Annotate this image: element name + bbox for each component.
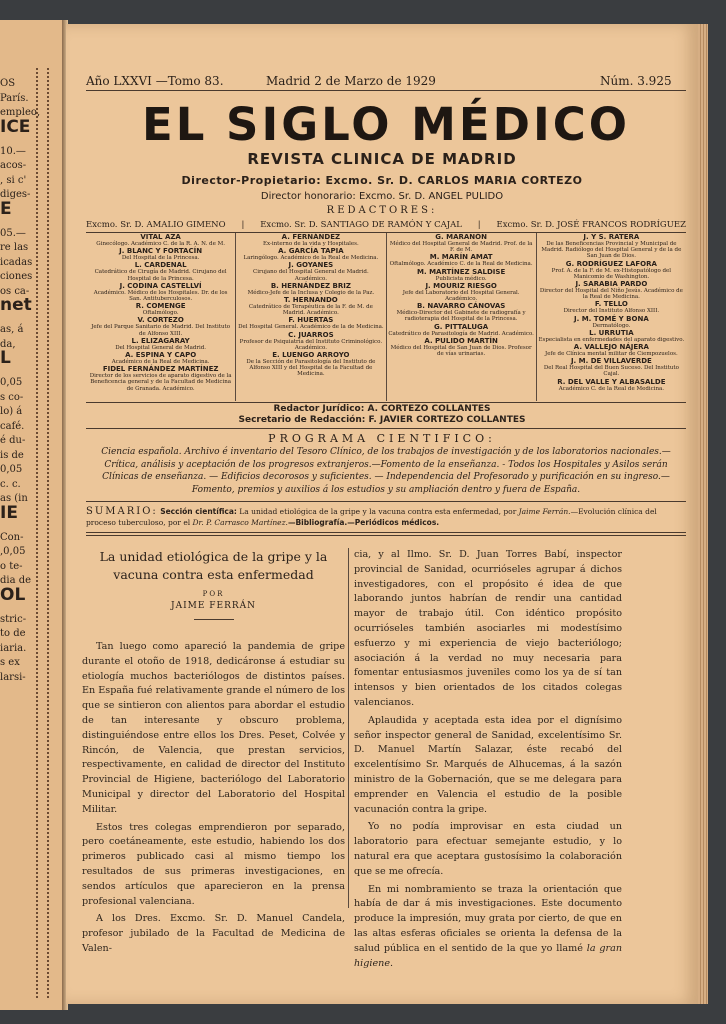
editor-description: Del Hospital de la Princesa.: [121, 255, 200, 262]
editor-description: Médico-Director del Gabinete de radiografía y radioterapia del Hospital de la Princesa.: [396, 310, 526, 323]
editor-name: J. M. TOMÉ Y BONA: [574, 314, 649, 323]
editors-column: [387, 233, 537, 401]
left-fragment-text: s ex: [0, 657, 20, 668]
ornamental-border: [36, 68, 49, 998]
left-fragment-text: as (in: [0, 493, 28, 504]
editor-name: R. COMENGE: [135, 302, 186, 311]
editor-name: J. GOYANES: [288, 261, 334, 270]
title-divider: [194, 619, 234, 620]
left-fragment-text: 05.—: [0, 227, 26, 239]
chief-editor: Excmo. Sr. D. JOSÉ FRANCOS RODRÍGUEZ: [496, 220, 686, 230]
article-paragraph: Tan luego como apareció la pandemia de gripe durante el otoño de 1918, dedicáronse á estudiar su etiología muchos bacteriólogos de distintos países. En España fué relativamente grande el número de los que se sintieron con alientos para abordar el estudio de tan interesante y obscuro problema, distinguiéndose entre ellos los Dres. Peset, Colvée y Rincón, de Valencia, que prestan servicios, respectivamente, en calidad de director del Instituto Provincial de Higiene, bacteriólogo del Laboratorio Municipal y director del Laboratorio del Hospital Militar.: [82, 641, 345, 815]
left-fragment-text: larsi-: [0, 671, 26, 683]
director-line: Director-Propietario: Excmo. Sr. D. CARLOS MARIA CORTEZO: [181, 174, 583, 187]
left-fragment-text: 10.—: [0, 145, 26, 157]
editor-name: B. NAVARRO CÁNOVAS: [416, 302, 506, 311]
issue-date: Madrid 2 de Marzo de 1929: [266, 74, 436, 88]
newspaper-page: [66, 24, 698, 1004]
left-fragment-text: acos-: [0, 160, 27, 171]
masthead-title: EL SIGLO MÉDICO: [141, 98, 631, 151]
left-fragment-text: OL: [0, 584, 26, 605]
left-fragment-text: dia de: [0, 575, 32, 586]
editor-name: J. Y S. RATERA: [583, 233, 640, 241]
article-paragraph: A los Dres. Excmo. Sr. D. Manuel Candela, profesor jubilado de la Facultad de Medicina de Valen-: [82, 913, 345, 954]
editor-name: G. PITTALUGA: [434, 322, 489, 331]
editor-name: R. DEL VALLE Y ALBASALDE: [557, 377, 666, 386]
masthead-subtitle: REVISTA CLINICA DE MADRID: [247, 150, 517, 168]
summary-label: SUMARIO:: [86, 506, 158, 517]
editor-description: Catedrático de Terapéutica de la F. de M. de Madrid. Académico.: [248, 304, 373, 317]
article-author: JAIME FERRÁN: [170, 601, 257, 611]
editor-description: De las Beneficencias Provincial y Municipal de Madrid. Radiólogo del Hospital General y de la de San Juan de Dios.: [541, 241, 682, 260]
editor-description: Oftalmólogo.: [142, 310, 179, 317]
left-fragment-text: is de: [0, 449, 24, 461]
issue-number: Núm. 3.925: [600, 74, 672, 88]
editor-description: Dermatólogo.: [592, 322, 631, 329]
summary-rule-top: [86, 501, 686, 502]
editor-description: Jefe del Parque Sanitario de Madrid. Del Instituto de Alfonso XIII.: [91, 324, 231, 337]
program-rule-top: [86, 428, 686, 429]
article-paragraph: cia, y al Ilmo. Sr. D. Juan Torres Babí, inspector provincial de Sanidad, ocurrióseles agrupar á dichos investigadores, con el propósito é idea de que laborando juntos habrían de rendir una cantidad mayor de trabajo útil. Con idéntico propósito ocurrióseles también asociarles mi modestísimo esfuerzo y mi experiencia de viejo bacteriólogo; asociación á la verdad no muy necesaria para fomentar entusiasmos juveniles como los ya de sí tan intensos y bien orientados de los citados colegas valencianos.: [354, 549, 622, 708]
editor-description: Del Hospital General. Académico de la de Medicina.: [238, 324, 384, 331]
honorary-director-line: Director honorario: Excmo. Sr. D. ANGEL PULIDO: [260, 191, 504, 202]
legal-editor: Redactor Jurídico: A. CORTEZO COLLANTES: [273, 404, 491, 414]
left-fragment-text: 0,05: [0, 464, 23, 475]
editors-columns: [86, 233, 686, 401]
editor-description: Ginecólogo. Académico C. de la R. A. N. de M.: [96, 241, 225, 247]
summary-rule-bottom: [86, 532, 686, 533]
editor-description: Catedrático de Cirugía de Madrid. Cirujano del Hospital de la Princesa.: [94, 269, 227, 282]
summary-rule-bottom-2: [86, 535, 686, 536]
editor-name: L. CARDENAL: [134, 261, 187, 270]
left-fragment-text: o te-: [0, 560, 23, 572]
editor-name: M. MARÍN AMAT: [429, 253, 493, 262]
editors-column: [236, 233, 386, 401]
editorial-secretary: Secretario de Redacción: F. JAVIER CORTEZO COLLANTES: [238, 415, 526, 425]
article-paragraph: Yo no podía improvisar en esta ciudad un laboratorio para efectuar semejante estudio, y lo natural era que aceptara gustosísimo la colaboración que se me ofrecía.: [354, 821, 622, 877]
left-fragment-text: E: [0, 198, 12, 219]
editor-description: Ex-interno de la vida y Hospitales.: [263, 241, 359, 247]
editor-description: Profesor de Psiquiatría del Instituto Criminológico. Académico.: [239, 338, 383, 351]
article-by: POR: [202, 590, 225, 598]
left-fragment-text: ciones: [0, 271, 33, 282]
left-fragment-text: re las: [0, 242, 29, 253]
editor-name: FIDEL FERNÁNDEZ MARTÍNEZ: [102, 365, 219, 374]
left-fragment-text: da,: [0, 338, 16, 350]
editor-name: A. ESPINA Y CAPO: [125, 351, 197, 360]
left-page-fragment: [0, 20, 64, 1010]
program-heading: PROGRAMA CIENTIFICO:: [268, 432, 496, 445]
left-fragment-text: net: [0, 295, 32, 315]
editors-column: [86, 233, 236, 401]
editor-name: B. HERNÁNDEZ BRIZ: [270, 281, 351, 290]
editor-name: A. FERNÁNDEZ: [281, 233, 341, 241]
editor-description: Jefe del Laboratorio del Hospital General. Académico.: [402, 289, 520, 303]
left-fragment-text: París.: [0, 92, 29, 104]
editor-name: J. CODINA CASTELLVÍ: [119, 281, 202, 290]
editor-name: G. RODRÍGUEZ LAFORA: [565, 259, 657, 268]
header-rule: [86, 90, 686, 91]
editor-name: E. LUENGO ARROYO: [272, 351, 350, 360]
editor-description: Del Hospital General de Madrid.: [115, 344, 207, 351]
left-fragment-text: café.: [0, 420, 25, 432]
editor-name: T. HERNANDO: [284, 296, 338, 305]
editor-description: Médico-Jefe de la Inclusa y Colegio de la Paz.: [247, 289, 375, 296]
article-column-right: [354, 548, 622, 974]
editor-name: G. MARAÑÓN: [435, 233, 487, 241]
editor-description: Director del Hospital del Niño Jesús. Académico de la Real de Medicina.: [539, 288, 683, 301]
chief-editor: Excmo. Sr. D. SANTIAGO DE RAMÓN Y CAJAL: [260, 220, 462, 230]
editor-name: F. HUERTAS: [288, 316, 334, 325]
left-fragment-text: icadas: [0, 256, 33, 268]
left-fragment-text: s co-: [0, 391, 24, 403]
left-fragment-text: é du-: [0, 435, 26, 446]
left-fragment-text: lo) á: [0, 406, 23, 417]
page-edges: [698, 24, 708, 1004]
editor-description: Cirujano del Hospital General de Madrid. Académico.: [253, 269, 369, 282]
column-separator: [348, 548, 349, 908]
left-fragment-text: os ca-: [0, 285, 30, 297]
chief-editor: Excmo. Sr. D. AMALIO GIMENO: [86, 220, 226, 230]
left-fragment-text: empleo,: [0, 107, 41, 118]
left-fragment-text: IE: [0, 502, 18, 523]
editor-name: M. MARTÍNEZ SALDISE: [417, 267, 506, 276]
editor-description: Laringólogo. Académico de la Real de Medicina.: [243, 255, 379, 262]
chief-editors: Excmo. Sr. D. AMALIO GIMENO | Excmo. Sr. D. SANTIAGO DE RAMÓN Y CAJAL | Excmo. Sr. D. JOSÉ FRANCOS RODRÍGUEZ: [86, 220, 686, 230]
editor-name: J. M. DE VILLAVERDE: [570, 357, 652, 366]
editor-description: Académico C. de la Real de Medicina.: [558, 385, 665, 392]
editor-description: Académico. Médico de los Hospitales. Dr. de los San. Antituberculosos.: [93, 289, 228, 303]
volume-info: Año LXXVI —Tomo 83.: [86, 74, 224, 88]
article-column-left: [82, 548, 345, 960]
editor-description: Director de los servicios de aparato digestivo de la Beneficencia general y de la Facultad de Medicina de Granada. Académico.: [89, 373, 232, 392]
left-fragment-text: diges-: [0, 189, 31, 200]
summary: SUMARIO: Sección científica: La unidad etiológica de la gripe y la vacuna contra esta enfermedad, por Jaime Ferrán.—Evolución clínica del proceso tuberculoso, por el Dr. P. Carrasco Martínez.—Bibliografía.—Periódicos médicos.: [86, 506, 657, 527]
editor-name: L. URRUTIA: [589, 328, 634, 337]
article-paragraph: Aplaudida y aceptada esta idea por el dignísimo señor inspector general de Sanidad, excelentísimo Sr. D. Manuel Martín Salazar, éste recabó del excelentísimo Sr. Marqués de Alhucemas, á la sazón ministro de la Gobernación, que se me delegara para emprender en Valencia el estudio de la posible vacunación contra la gripe.: [354, 714, 622, 815]
left-fragment-text: OS: [0, 78, 16, 89]
editor-description: Del Real Hospital del Buen Suceso. Del Instituto Cajal.: [543, 365, 679, 378]
editor-description: Médico del Hospital General de Madrid. Prof. de la F. de M.: [389, 241, 533, 254]
editor-name: L. ELIZAGARAY: [131, 336, 190, 345]
left-fragment-text: L: [0, 348, 11, 368]
editor-name: F. TELLO: [594, 300, 628, 309]
left-fragment-text: , si c': [0, 174, 27, 186]
left-fragment-text: to de: [0, 628, 26, 639]
left-fragment-text: ,0,05: [0, 546, 26, 557]
left-fragment-text: stric-: [0, 613, 27, 625]
editor-name: VITAL AZA: [140, 233, 181, 241]
editor-description: Jefe de Clínica mental militar de Ciempozuelos.: [545, 351, 678, 358]
left-fragment-text: as, á: [0, 324, 24, 335]
editor-description: Académico de la Real de Medicina.: [111, 359, 210, 366]
program-text: Ciencia española. Archivo é inventario del Tesoro Clínico, de los trabajos de investigación y de los laboratorios nacionales.—Crítica, análisis y aceptación de los progresos extranjeros.—Fomento de la enseñanza. - Todos los Hospitales y Asilos serán Clínicas de enseñanza. — Edificios decorosos y suficientes. — Independencia del Profesorado y purificación en su ingreso.—Fomento, premios y auxilios á los estudios y su ampliación dentro y fuera de España.: [101, 447, 671, 495]
editor-description: Prof. A. de la F. de M. ex-Histopatólogo del Manicomio de Washington.: [551, 267, 672, 280]
editor-name: C. JUARROS: [288, 330, 334, 339]
editor-name: A. GARCÍA TAPIA: [278, 247, 344, 256]
left-fragment-text: Con-: [0, 531, 24, 543]
editor-name: J. MOURIZ RIESGO: [425, 281, 497, 290]
left-fragment-text: c. c.: [0, 478, 21, 490]
article-paragraph: Estos tres colegas emprendieron por separado, pero coetáneamente, este estudio, habiendo los dos primeros publicado casi al mismo tiempo los resultados de sus primeras investigaciones, en sendos artículos que aparecieron en la prensa profesional valenciana.: [82, 821, 345, 907]
editor-description: Oftalmólogo. Académico C. de la Real de Medicina.: [389, 261, 533, 268]
article-title: La unidad etiológica de la gripe y la vacuna contra esta enfermedad: [99, 549, 328, 582]
left-fragment-text: iaria.: [0, 642, 27, 654]
left-fragment-text: 0,05: [0, 377, 23, 388]
editor-name: A. PULIDO MARTÍN: [424, 336, 498, 345]
left-fragment-text: ICE: [0, 116, 31, 137]
editor-name: A. VALLEJO NÁJERA: [573, 343, 649, 352]
editor-name: J. BLANC Y FORTACÍN: [119, 247, 203, 256]
editors-column: [537, 233, 686, 401]
redactores-label: REDACTORES:: [326, 205, 438, 216]
editor-name: V. CORTEZO: [137, 316, 184, 325]
article-paragraph: En mi nombramiento se traza la orientación que había de dar á mis investigaciones. Este documento produce la impresión, muy grata por cierto, de que en las altas esferas oficiales se orienta la defensa de la salud pública en el sentido de la que yo llamé la gran higiene.: [354, 883, 622, 969]
editor-description: Catedrático de Parasitología de Madrid. Académico.: [388, 330, 534, 337]
italic-phrase: la gran higiene.: [354, 942, 622, 969]
editor-description: Médico del Hospital de San Juan de Dios. Profesor de vías urinarias.: [390, 344, 532, 358]
editor-description: Director del Instituto Alfonso XIII.: [563, 308, 660, 315]
summary-section: Sección científica:: [160, 507, 237, 516]
editor-description: Publicista médico.: [435, 275, 487, 282]
editor-description: Especialista en enfermedades del aparato digestivo.: [538, 336, 685, 343]
editor-name: J. SARABIA PARDO: [575, 280, 648, 289]
editors-rule-bottom: [86, 402, 686, 403]
editor-description: De la Sección de Parasitología del Instituto de Alfonso XIII y del Hospital de la Facultad de Medicina.: [246, 359, 376, 378]
